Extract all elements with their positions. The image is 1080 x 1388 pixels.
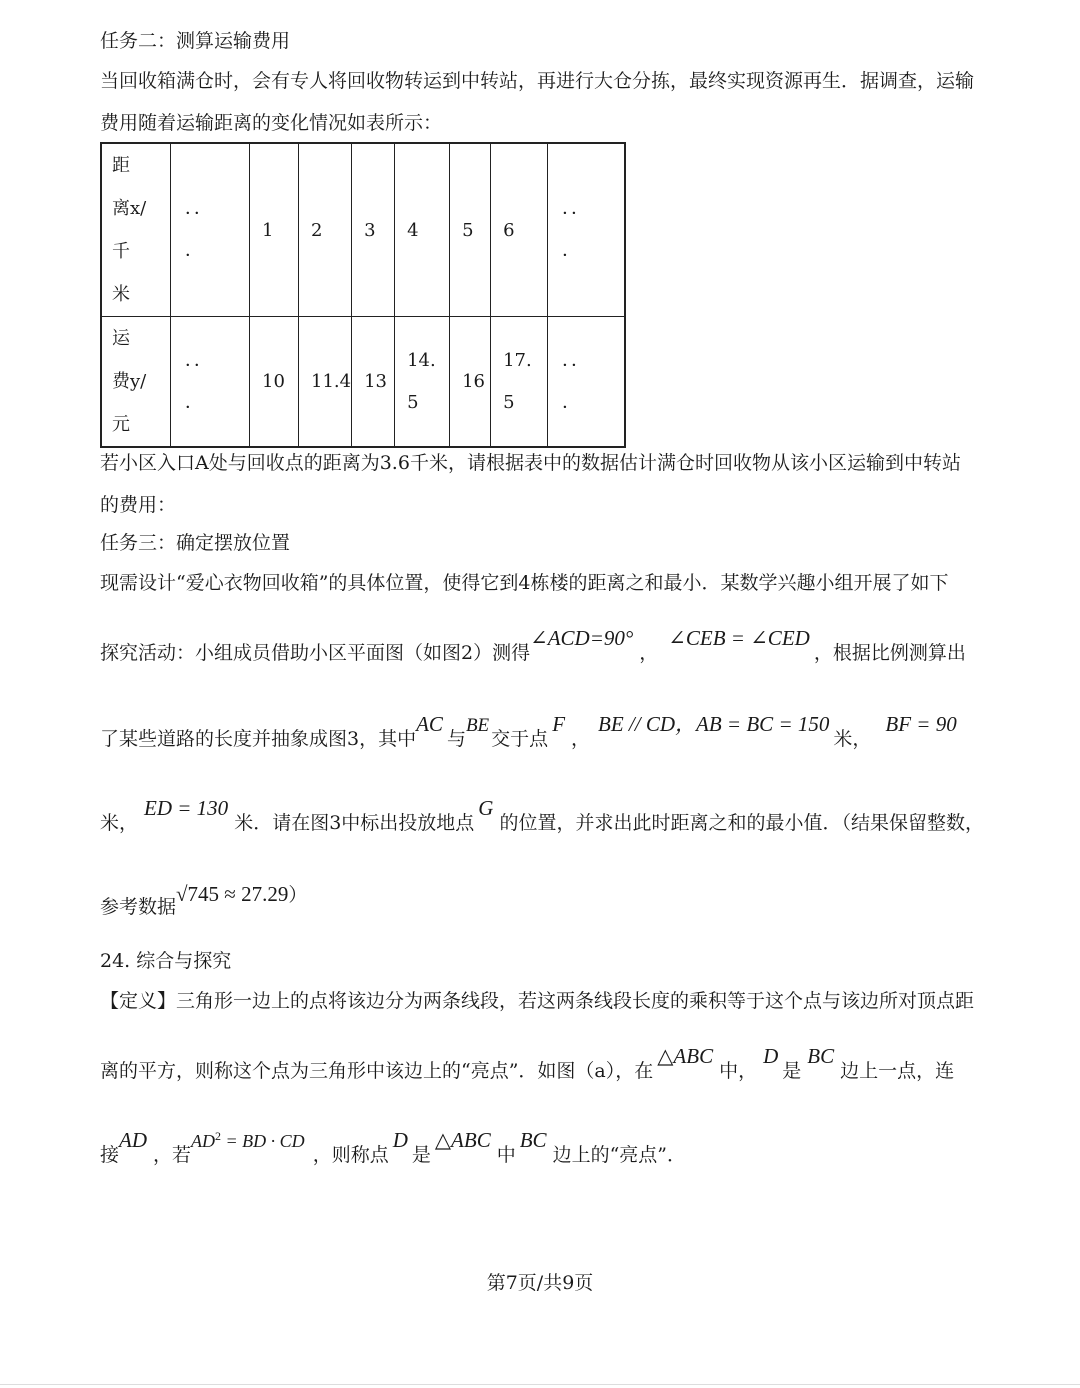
formula-triangle-abc: △ABC [434,1128,491,1152]
text: 接 [100,1144,120,1166]
task3-line4 [100,796,984,835]
formula-ad: AD [119,1128,148,1152]
ellipsis-text: ．． [562,198,590,219]
header-char: 千 [112,241,130,262]
formula-bf: BF = 90 [885,712,957,736]
text: 边上的“亮点”． [552,1144,686,1166]
formula-exponent: 2 [215,1129,222,1143]
task3-line2 [100,626,966,665]
table-cell: 1 [250,143,299,317]
text: ， [571,728,591,750]
table-cell: 10 [250,317,299,448]
text: 米， [100,812,139,834]
table-cell: 2 [299,143,352,317]
text: 中， [719,1060,758,1082]
cell-text: 17. [503,349,532,371]
table-cell-ellipsis [171,317,250,448]
ellipsis-text: ． [185,240,203,261]
ellipsis-text: ．． [185,198,212,219]
table-cell: 4 [395,143,450,317]
ellipsis-text: ． [185,391,203,413]
text: 交于点 [491,728,549,750]
page-bottom-edge [0,1384,1080,1385]
text: 参考数据 [100,896,177,918]
q24-title: 24. 综合与探究 [100,950,232,972]
table-cell-ellipsis [171,143,250,317]
angle-ceb-formula: ∠CEB = ∠CED [668,626,810,650]
text: 离的平方，则称这个点为三角形中该边上的“亮点”．如图（a），在 [100,1060,654,1082]
text: 了某些道路的长度并抽象成图3，其中 [100,728,417,750]
task3-line3 [100,712,957,752]
table-cell: 16 [450,317,491,448]
q24-definition-line2 [100,1044,955,1083]
text: 是 [782,1060,802,1082]
ellipsis-text: ．． [562,349,590,371]
formula-ed: ED = 130 [144,796,229,820]
task3-heading: 任务三：确定摆放位置 [100,532,291,554]
formula-rest: = BD · CD [221,1131,305,1151]
header-char: 元 [112,414,130,435]
question-line1: 若小区入口A处与回收点的距离为3.6千米，请根据表中的数据估计满仓时回收物从该小区运输到中转站 [100,452,961,474]
table-cell [491,317,548,448]
formula-g: G [478,796,494,820]
formula-bc: BC [807,1044,835,1068]
text: 与 [446,728,466,750]
page-number: 第7页/共9页 [486,1272,594,1294]
table-header-distance [101,143,171,317]
ellipsis-text: ． [562,391,581,413]
text: ，若 [153,1144,192,1166]
formula-ad-squared [191,1131,305,1151]
task3-line5 [100,882,308,919]
formula-triangle-abc: △ABC [657,1044,714,1068]
formula-ac: AC [416,712,443,736]
text: ，根据比例测算出 [813,642,966,664]
table-row-cost [101,317,625,448]
cell-text: 5 [407,391,419,413]
header-char: 费y/ [112,371,147,392]
task2-heading: 任务二：测算运输费用 [100,30,291,52]
table-header-cost [101,317,171,448]
ellipsis-text: ． [562,240,581,261]
text: ， [639,642,659,664]
table-cell: 6 [491,143,548,317]
header-char: 运 [112,328,130,349]
task3-line1: 现需设计“爱心衣物回收箱”的具体位置，使得它到4栋楼的距离之和最小．某数学兴趣小组开展了如下 [100,572,949,594]
question-line2: 的费用： [100,494,177,516]
formula-d: D [392,1128,408,1152]
text: 中 [496,1144,516,1166]
header-char: 离x/ [112,198,147,219]
formula-parallel-lengths: BE // CD，AB = BC = 150 [598,712,830,736]
ellipsis-text: ．． [185,349,212,371]
text: 是 [411,1144,431,1166]
task2-paragraph-line1: 当回收箱满仓时，会有专人将回收物转运到中转站，再进行大仓分拣，最终实现资源再生．据调查，运输 [100,70,975,92]
text: ，则称点 [312,1144,389,1166]
table-cell-ellipsis [548,317,626,448]
text: 米， [833,728,872,750]
formula-be: BE [465,715,490,736]
text: 边上一点，连 [840,1060,955,1082]
formula-f: F [552,712,566,736]
sqrt-reference-formula: √745 ≈ 27.29 [176,882,289,906]
text: 米．请在图3中标出投放地点 [234,812,475,834]
header-char: 米 [112,284,130,305]
q24-definition-line1: 【定义】三角形一边上的点将该边分为两条线段，若这两条线段长度的乘积等于这个点与该边所对顶点距 [100,990,975,1012]
task2-paragraph-line2: 费用随着运输距离的变化情况如表所示： [100,112,443,134]
angle-acd-formula: ∠ACD=90° [530,626,634,650]
q24-definition-line3 [100,1128,686,1167]
table-row-distance [101,143,625,317]
text: ） [288,884,308,906]
formula-d: D [763,1044,779,1068]
formula-bc: BC [519,1128,547,1152]
header-char: 距 [112,155,130,176]
cell-text: 5 [503,391,515,413]
formula-base: AD [191,1131,216,1151]
table-cell: 3 [352,143,395,317]
distance-cost-table [100,142,626,448]
table-cell-ellipsis [548,143,626,317]
table-cell: 13 [352,317,395,448]
table-cell: 11.4 [299,317,352,448]
text: 的位置，并求出此时距离之和的最小值．（结果保留整数， [499,812,984,834]
table-cell: 5 [450,143,491,317]
cell-text: 14. [407,349,436,371]
table-cell [395,317,450,448]
text: 探究活动：小组成员借助小区平面图（如图2）测得 [100,642,531,664]
